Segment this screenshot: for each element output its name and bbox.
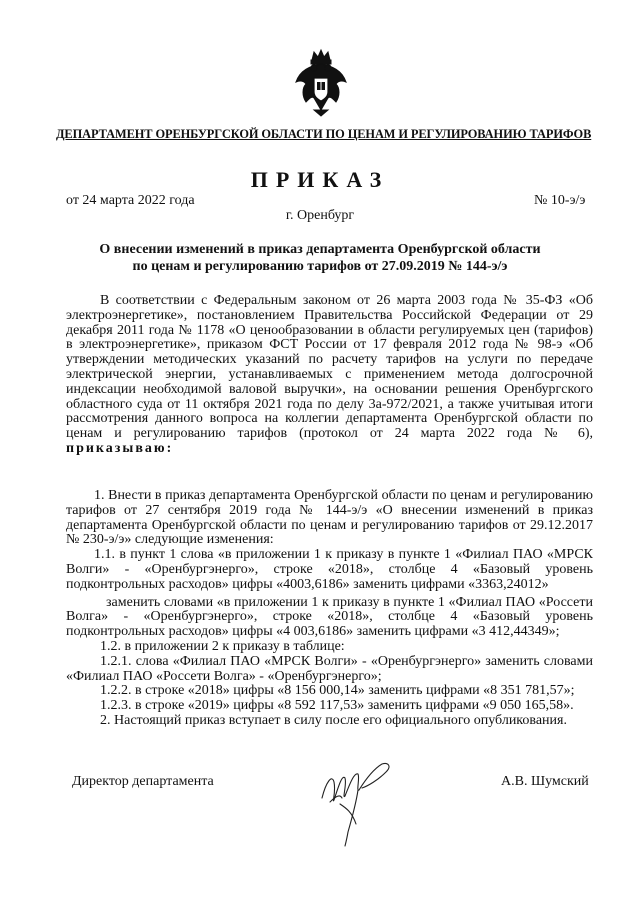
order-number: № 10-э/э (534, 193, 586, 208)
order-subject (80, 241, 560, 275)
item-1-2-1: 1.2.1. слова «Филиал ПАО «МРСК Волги» - «Оренбургэнерго» заменить словами «Филиал ПАО «Россети Волга» - «Оренбургэнерго»; (66, 653, 593, 684)
preamble-text: В соответствии с Федеральным законом от 26 марта 2003 года № 35-ФЗ «Об электроэнергетике», постановлением Правительства Российской Федерации от 29 декабря 2011 года № 1178 «О ценообразовании в области регулируемых цен (тарифов) в электроэнергетике», приказом ФСТ России от 17 февраля 2012 года № 98-э «Об утверждении методических указаний по расчету тарифов на услуги по передаче электрической энергии, устанавливаемых с применением метода долгосрочной индексации необходимой валовой выручки», на основании решения Оренбургского областного суда от 11 октября 2021 года по делу 3а-972/2021, а также учитывая итоги рассмотрения данного вопроса на коллегии департамента Оренбургской области по ценам и регулированию тарифов (протокол от 24 марта 2022 года № 6), (66, 293, 593, 442)
item-1-2-3: 1.2.3. в строке «2019» цифры «8 592 117,53» заменить цифрами «9 050 165,58». (100, 698, 574, 714)
item-1-2-2: 1.2.2. в строке «2018» цифры «8 156 000,14» заменить цифрами «8 351 781,57»; (100, 683, 575, 699)
signatory-name: А.В. Шумский (501, 774, 589, 789)
order-date: от 24 марта 2022 года (66, 193, 195, 208)
document-title: ПРИКАЗ (250, 167, 390, 192)
coat-of-arms-emblem (292, 48, 350, 118)
item-1-1-replacement: заменить словами «в приложении 1 к приказу в пункте 1 «Филиал ПАО «Россети Волга» - «Оренбургэнерго», строке «2018», столбце 4 «Базовый уровень подконтрольных расходов» цифры «4 003,6186» заменить цифрами «3 412,44349»; (66, 594, 593, 640)
preamble-paragraph (66, 294, 593, 457)
subject-line-1: О внесении изменений в приказ департамента Оренбургской области (99, 242, 541, 257)
item-1-2: 1.2. в приложении 2 к приказу в таблице: (100, 638, 345, 654)
city: г. Оренбург (285, 208, 355, 223)
signatory-role: Директор департамента (72, 774, 214, 789)
subject-line-2: по ценам и регулированию тарифов от 27.09.2019 № 144-э/э (132, 259, 508, 274)
item-1-1: 1.1. в пункт 1 слова «в приложении 1 к приказу в пункте 1 «Филиал ПАО «МРСК Волги» - «Оренбургэнерго», строке «2018», столбце 4 «Базовый уровень подконтрольных расходов» цифры «4003,6186» заменить цифрами «3363,24012» (66, 547, 593, 592)
item-2: 2. Настоящий приказ вступает в силу после его официального опубликования. (100, 712, 567, 728)
department-name: ДЕПАРТАМЕНТ ОРЕНБУРГСКОЙ ОБЛАСТИ ПО ЦЕНАМ И РЕГУЛИРОВАНИЮ ТАРИФОВ (56, 127, 592, 141)
order-word: приказываю: (66, 440, 174, 456)
item-1: 1. Внести в приказ департамента Оренбургской области по ценам и регулированию тарифов от 27 сентября 2019 года № 144-э/э «О внесении изменений в приказ департамента Оренбургской области по ценам и регулированию тарифов от 29.12.2017 № 230-э/э» следующие изменения: (66, 488, 593, 548)
handwritten-signature (312, 752, 398, 848)
order-items (66, 489, 593, 729)
